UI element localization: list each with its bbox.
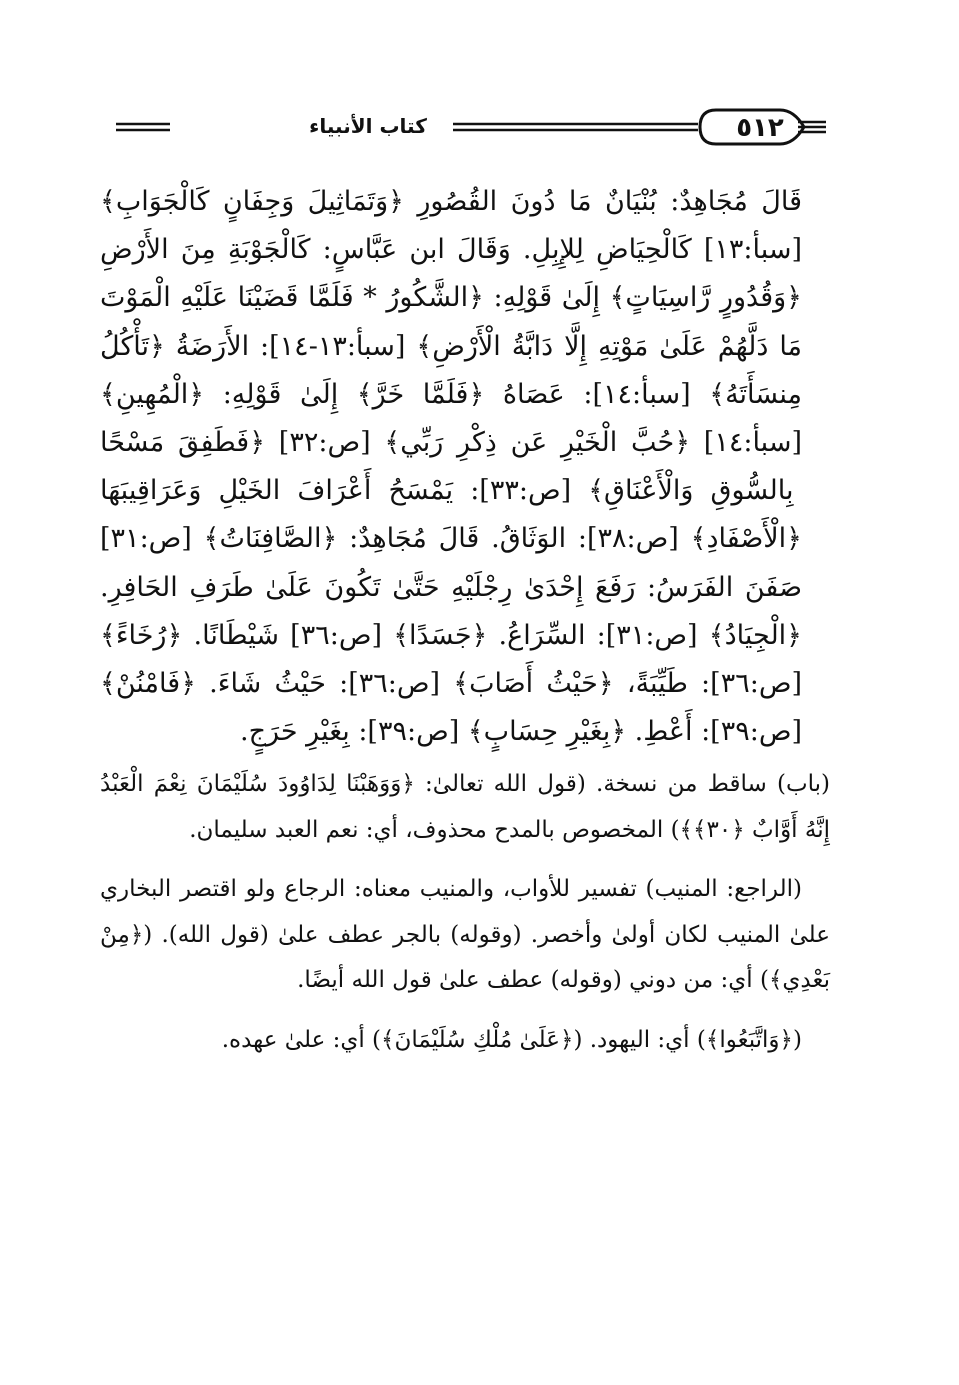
matn-line: ﴿حَيْثُ أَصَابَ﴾ [ص:٣٦]: حَيْثُ شَاءَ. ﴿فَامْنُنْ﴾ [ص:٣٩]: xyxy=(100,668,802,748)
matn-line: ﴿الْأَصْفَادِ﴾ [ص:٣٨]: الوَثَاقُ. قَالَ مُجَاهِدٌ: xyxy=(337,523,802,555)
matn-text xyxy=(100,178,802,756)
matn-line: قَالَ مُجَاهِدٌ: بُنْيَانٌ مَا دُونَ القُصُورِ ﴿وَتَمَاثِيلَ وَجِفَانٍ xyxy=(209,186,802,217)
matn-line: ﴿جَسَدًا﴾ [ص:٣٦] شَيْطَانًا. ﴿رُخَاءً﴾ [ص:٣٦]: طَيِّبَةً، xyxy=(100,619,802,700)
book-title: كتاب الأنبياء xyxy=(283,108,453,144)
sharh-paragraph: (﴿وَاتَّبَعُوا﴾) أي: اليهود. (﴿عَلَىٰ مُلْكِ سُلَيْمَانَ﴾) أي: علىٰ عهده. xyxy=(221,1026,802,1053)
matn-line: ﴿الصَّافِنَاتُ﴾ [ص:٣١] صَفَنَ الفَرَسُ: رَفَعَ إِحْدَىٰ رِجْلَيْهِ xyxy=(100,523,802,603)
page-header xyxy=(108,100,830,156)
page-number: ٥١٢ xyxy=(736,113,784,143)
sharh-paragraph: (باب) ساقط من نسخة. (قول الله تعالىٰ: ﴿وَوَهَبْنَا لِدَاوُودَ سُلَيْمَانَ نِعْمَ الْعَبْدُ إِنَّهُ أَوَّابٌ ﴿٣٠﴾﴾) المخصوص بالمدح محذوف، أي: نعم العبد سليمان. xyxy=(100,771,830,843)
matn-line: دَابَّةُ الْأَرْضِ﴾ [سبأ:١٣-١٤]: الأَرَضَةُ ﴿تَأْكُلُ مِنسَأَتَهُ﴾ xyxy=(100,330,802,410)
matn-line: حَتَّىٰ تَكُونَ عَلَىٰ طَرَفِ الحَافِرِ. ﴿الْجِيَادُ﴾ [ص:٣١]: السِّرَاعُ. xyxy=(100,571,802,651)
page-body xyxy=(100,178,830,1063)
matn-line: [سبأ:١٤]: عَصَاهُ ﴿فَلَمَّا خَرَّ﴾ إِلَىٰ قَوْلِهِ: ﴿الْمُهِينِ﴾ [سبأ:١٤] xyxy=(100,378,802,459)
matn-line: ﴿الشَّكُورُ * فَلَمَّا قَضَيْنَا عَلَيْهِ الْمَوْتَ مَا دَلَّهُمْ عَلَىٰ مَوْتِهِ إِلَّا xyxy=(100,282,803,362)
matn-line: كَالْجَوَابِ﴾ [سبأ:١٣] كَالْحِيَاضِ لِلإِبِلِ. وَقَالَ ابن عَبَّاسٍ: xyxy=(100,186,803,266)
matn-line: ﴿حُبَّ الْخَيْرِ عَن ذِكْرِ رَبِّي﴾ [ص:٣٢] ﴿فَطَفِقَ مَسْحًا بِالسُّوقِ xyxy=(100,427,794,507)
matn-line: أَعْطِ. ﴿بِغَيْرِ حِسَابٍ﴾ [ص:٣٩]: بِغَيْرِ حَرَجٍ. xyxy=(239,716,693,748)
matn-line: وَالْأَعْنَاقِ﴾ [ص:٣٣]: يَمْسَحُ أَعْرَافَ الخَيْلِ وَعَرَاقِيبَهَا xyxy=(100,475,694,507)
matn-line: كَالْجَوْبَةِ مِنَ الأَرْضِ ﴿وَقُدُورٍ رَّاسِيَاتٍ﴾ إِلَىٰ قَوْلِهِ: xyxy=(100,234,802,314)
sharh-paragraph: (الراجع: المنيب) تفسير للأواب، والمنيب معناه: الرجاع ولو اقتصر البخاري علىٰ المنيب لكان أولىٰ وأخصر. (وقوله) بالجر عطف علىٰ (قول الله). (﴿مِنْ بَعْدِي﴾) أي: من دوني (وقوله) عطف علىٰ قول الله أيضًا. xyxy=(100,876,830,994)
